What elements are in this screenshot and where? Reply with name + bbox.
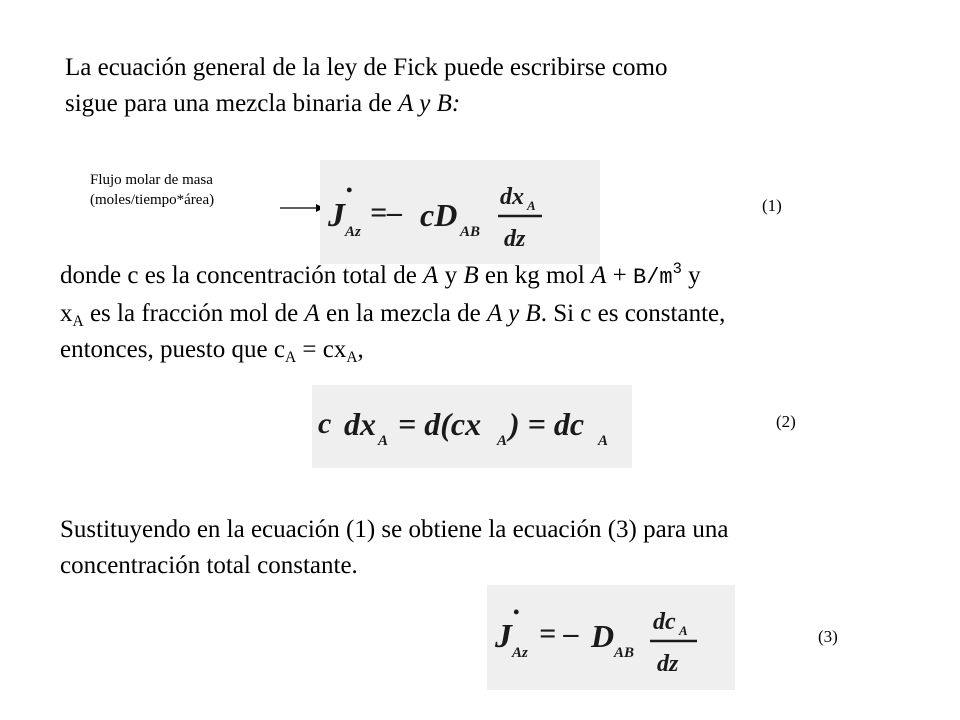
definition-line-3	[60, 332, 920, 368]
svg-text:Az: Az	[345, 224, 361, 240]
svg-text:=–: =–	[370, 196, 403, 229]
intro-species: A y B:	[398, 90, 461, 117]
def-species-b: B	[463, 262, 479, 289]
def-unit-exponent: 3	[672, 260, 682, 278]
def-text: en la mezcla de	[319, 300, 487, 327]
intro-line-2-text: sigue para una mezcla binaria de	[65, 90, 399, 117]
equation-1-number: (1)	[762, 196, 782, 215]
intro-line-2	[65, 86, 895, 122]
definition-line-2	[60, 296, 920, 332]
def-text: entonces, puesto que c	[60, 336, 285, 363]
def-text: en kg mol	[478, 262, 592, 289]
def-text: +	[606, 262, 633, 289]
conclusion-line-1: Sustituyendo en la ecuación (1) se obtiene la ecuación (3) para una	[60, 516, 729, 543]
def-subscript: A	[284, 349, 297, 366]
def-species-ab: A y B	[487, 300, 541, 327]
def-text: donde c es la concentración total de	[60, 262, 424, 289]
def-text: . Si c es constante,	[540, 300, 726, 327]
def-species-a: A	[423, 262, 439, 289]
svg-text:dx: dx	[344, 406, 376, 442]
definition-paragraph	[60, 258, 920, 368]
svg-text:cD: cD	[420, 197, 458, 233]
svg-text:J: J	[495, 618, 512, 655]
intro-line-1: La ecuación general de la ley de Fick puede escribirse como	[65, 54, 668, 81]
def-subscript: A	[346, 349, 358, 366]
def-unit: B/m	[633, 265, 673, 290]
def-species-a: A	[591, 262, 607, 289]
equation-3-formula	[487, 585, 735, 690]
equation-3-number: (3)	[818, 627, 838, 646]
svg-text:A: A	[378, 433, 389, 449]
equation-2-formula	[312, 385, 632, 468]
conclusion-paragraph	[60, 512, 920, 584]
def-species-a: A	[304, 300, 320, 327]
annotation-line-1: Flujo molar de masa	[90, 172, 213, 188]
equation-2	[312, 385, 632, 468]
svg-text:= –: = –	[539, 617, 579, 650]
def-subscript: A	[72, 313, 84, 330]
svg-text:A: A	[527, 198, 536, 213]
svg-text:A: A	[598, 433, 609, 449]
svg-text:A: A	[497, 433, 508, 449]
svg-text:Az: Az	[512, 645, 528, 661]
svg-text:J: J	[328, 197, 345, 234]
equation-3	[487, 585, 735, 690]
svg-text:dz: dz	[504, 226, 526, 252]
def-variable: x	[60, 300, 73, 327]
svg-text:) = dc: ) = dc	[509, 406, 585, 442]
svg-text:dc: dc	[653, 609, 676, 635]
def-text: es la fracción mol de	[83, 300, 305, 327]
equation-1-formula	[320, 160, 600, 264]
intro-paragraph	[65, 50, 895, 122]
annotation-line-2: (moles/tiempo*área)	[90, 192, 215, 208]
conclusion-line-2: concentración total constante.	[60, 552, 358, 579]
svg-text:dz: dz	[657, 651, 679, 677]
equation-1	[320, 160, 600, 264]
definition-line-1	[60, 258, 920, 296]
svg-text:•: •	[513, 602, 520, 622]
def-text: = cx	[296, 336, 347, 363]
def-text: y	[438, 262, 464, 289]
svg-text:c: c	[318, 407, 332, 440]
svg-text:•: •	[346, 180, 353, 200]
equation-2-number: (2)	[776, 412, 796, 431]
svg-text:A: A	[679, 623, 688, 638]
svg-text:dx: dx	[500, 184, 524, 210]
svg-text:D: D	[591, 618, 615, 654]
def-text: ,	[357, 336, 364, 363]
flux-annotation	[90, 170, 214, 210]
svg-text:AB: AB	[614, 645, 635, 661]
def-text: y	[681, 262, 701, 289]
annotation-arrow-icon	[280, 203, 324, 213]
svg-text:= d(cx: = d(cx	[398, 406, 482, 442]
svg-text:AB: AB	[460, 224, 481, 240]
